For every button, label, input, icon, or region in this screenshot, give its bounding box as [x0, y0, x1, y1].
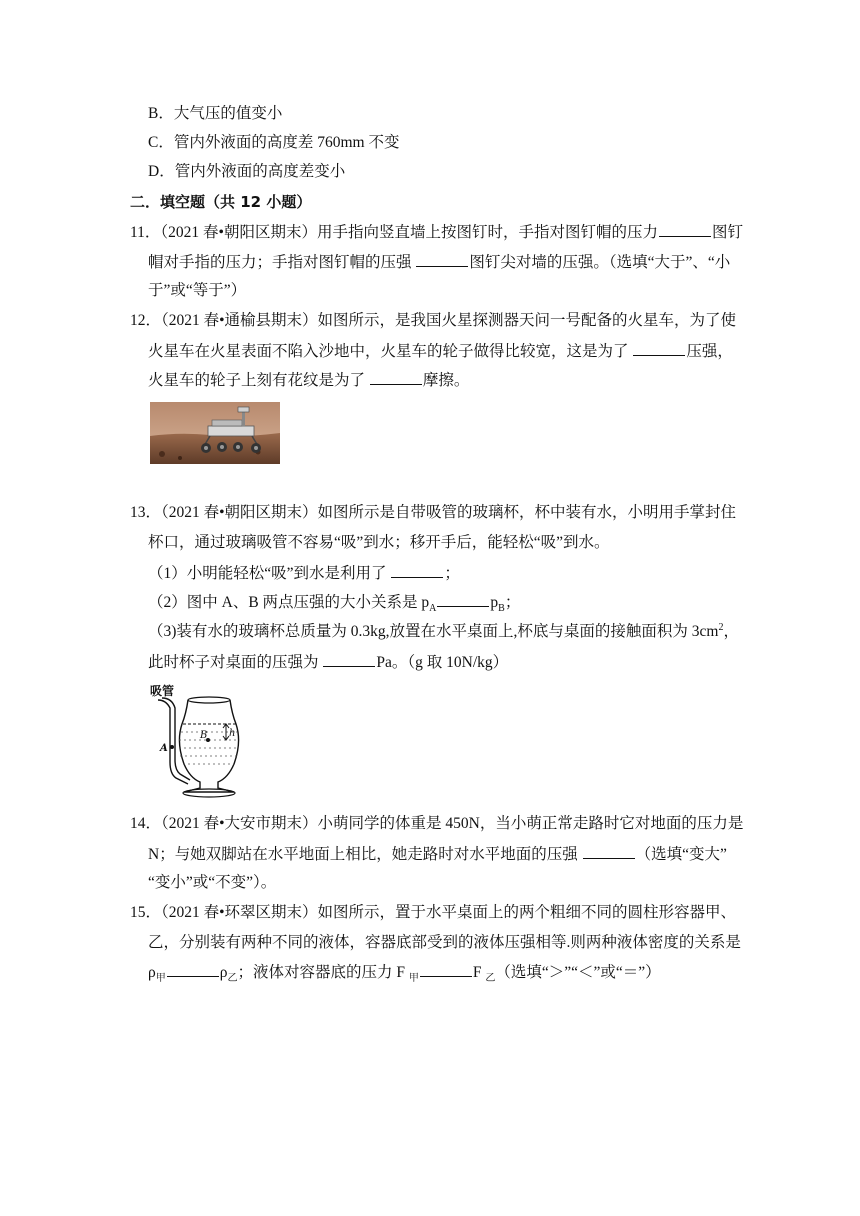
q11-text-1b: 图钉 [711, 224, 743, 241]
q15-line-3 [148, 962, 661, 983]
q15-line-2: 乙，分别装有两种不同的液体，容器底部受到的液体压强相等.则两种液体密度的关系是 [148, 934, 741, 951]
force-symbol: F [472, 964, 486, 981]
q11-text-1a: 11．（2021 春•朝阳区期末）用手指向竖直墙上按图钉时，手指对图钉帽的压力 [130, 224, 658, 241]
answer-blank[interactable] [323, 652, 375, 667]
q11-text-2b: 图钉尖对墙的压强。（选填“大于”、“小 [469, 254, 731, 271]
q14-text-2a: N；与她双脚站在水平地面上相比，她走路时对水平地面的压强 [148, 846, 582, 863]
q13-part-2-text-a: （2）图中 A、B 两点压强的大小关系是 p [148, 594, 430, 611]
q11-text-2a: 帽对手指的压力；手指对图钉帽的压强 [148, 254, 416, 271]
answer-blank[interactable] [659, 222, 711, 237]
subscript-yi: 乙 [227, 973, 238, 985]
mars-rover-image [150, 402, 280, 464]
q13-part-2-text-c: ； [504, 594, 521, 611]
subscript-b: B [498, 603, 505, 615]
q13-part-2 [148, 592, 520, 613]
q12-line-1: 12．（2021 春•通榆县期末）如图所示，是我国火星探测器天问一号配备的火星车，为了使 [130, 312, 737, 329]
q13-line-2: 杯口，通过玻璃吸管不容易“吸”到水；移开手后，能轻松“吸”到水。 [148, 534, 610, 551]
q13-part-3-text-a: （3)装有水的玻璃杯总质量为 0.3kg,放置在水平桌面上,杯底与桌面的接触面积为 3cm [148, 623, 719, 640]
q11-line-1 [130, 222, 743, 243]
q13-part-4-text-b: Pa。（g 取 10N/kg） [376, 654, 509, 671]
q12-line-3 [148, 370, 469, 391]
glass-with-straw-figure [148, 684, 248, 802]
straw-label: 吸管 [150, 684, 175, 698]
superscript-2: 2 [718, 621, 724, 633]
q13-part-2-text-b: p [490, 594, 499, 611]
answer-blank[interactable] [391, 563, 443, 578]
answer-blank[interactable] [416, 252, 468, 267]
option-b: B．大气压的值变小 [148, 105, 283, 122]
q13-part-1-text-a: （1）小明能轻松“吸”到水是利用了 [148, 565, 391, 582]
q13-part-4-text-a: 此时杯子对桌面的压强为 [148, 654, 323, 671]
point-a-label: A [160, 743, 168, 754]
height-label: h [229, 728, 236, 739]
q12-line-2 [148, 341, 733, 362]
q13-line-1: 13．（2021 春•朝阳区期末）如图所示是自带吸管的玻璃杯，杯中装有水，小明用手掌封住 [130, 504, 737, 521]
answer-blank[interactable] [437, 592, 489, 607]
q15-text-3mid: ；液体对容器底的压力 F [237, 964, 409, 981]
subscript-jia: 甲 [408, 973, 419, 985]
q12-text-3b: 摩擦。 [422, 372, 470, 389]
option-d: D．管内外液面的高度差变小 [148, 163, 346, 180]
q15-text-3end: （选填“＞”“＜”或“＝”） [495, 964, 661, 981]
point-b-label: B [200, 730, 208, 741]
q15-line-1: 15．（2021 春•环翠区期末）如图所示，置于水平桌面上的两个粗细不同的圆柱形容器甲、 [130, 904, 737, 921]
q12-text-2a: 火星车在火星表面不陷入沙地中，火星车的轮子做得比较宽，这是为了 [148, 343, 633, 360]
q14-text-2b: （选填“变大” [635, 846, 727, 863]
q13-part-3-cont [148, 652, 508, 673]
subscript-yi: 乙 [485, 973, 496, 985]
answer-blank[interactable] [370, 370, 422, 385]
answer-blank[interactable] [633, 341, 685, 356]
subscript-jia: 甲 [155, 973, 166, 985]
q12-text-3a: 火星车的轮子上刻有花纹是为了 [148, 372, 369, 389]
subscript-a: A [429, 603, 437, 615]
q12-text-2b: 压强， [686, 343, 733, 360]
q11-line-3: 于”或“等于”） [148, 282, 247, 299]
q13-part-3 [148, 622, 739, 642]
q13-part-1 [148, 563, 460, 584]
q14-line-3: “变小”或“不变”）。 [148, 874, 277, 891]
rho-symbol: ρ [219, 964, 228, 981]
q13-part-3-text-b: ， [723, 623, 739, 640]
q11-line-2 [148, 252, 730, 273]
q14-line-2 [148, 844, 727, 865]
section-title: 二．填空题（共 12 小题） [130, 193, 312, 211]
option-c: C．管内外液面的高度差 760mm 不变 [148, 134, 400, 151]
answer-blank[interactable] [583, 844, 635, 859]
answer-blank[interactable] [167, 962, 219, 977]
rho-symbol: ρ [148, 964, 156, 981]
answer-blank[interactable] [420, 962, 472, 977]
q13-part-1-text-b: ； [444, 565, 460, 582]
q14-line-1: 14．（2021 春•大安市期末）小萌同学的体重是 450N，当小萌正常走路时它对地面的压力是 [130, 815, 744, 832]
